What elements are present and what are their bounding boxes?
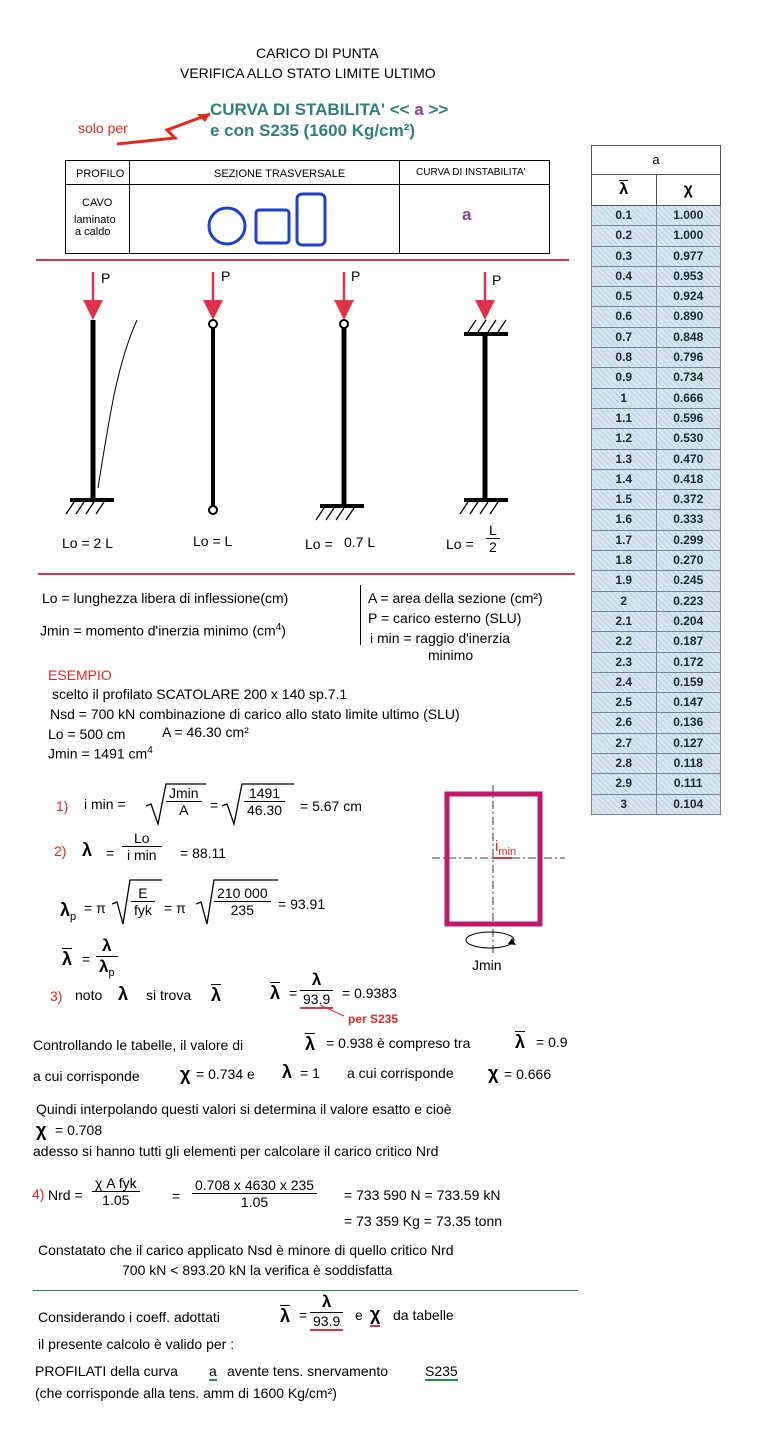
- chi-cell: 0.147: [673, 695, 704, 710]
- table-row: [591, 226, 721, 246]
- profile-a-caldo: a caldo: [75, 226, 111, 238]
- profile-laminato: laminato: [74, 214, 116, 226]
- step3-eq-lhs: λ: [270, 983, 281, 1003]
- chi-cell: 1.000: [673, 228, 704, 243]
- lambda-chi-table-body: [591, 206, 721, 815]
- lo-label-1: Lo = 2 L: [62, 535, 113, 551]
- lambda-bar-frac-num: λ: [96, 936, 118, 957]
- step3-number: 3): [50, 988, 63, 1004]
- section-imin-sub: min: [498, 846, 517, 859]
- table-row: [591, 673, 721, 693]
- validity-line1-a: Considerando i coeff. adottati: [38, 1309, 220, 1325]
- profile-table-header-profilo: PROFILO: [76, 168, 125, 180]
- step3-lambda-bar: λ: [211, 985, 222, 1005]
- validity-frac: [310, 1292, 343, 1331]
- chi-cell: 0.953: [673, 268, 704, 283]
- check-lambda-3: λ: [282, 1062, 293, 1082]
- chi-cell: 0.977: [673, 248, 704, 263]
- lambda-p-frac2-den: 235: [230, 902, 254, 918]
- lambda-cell: 0.9: [592, 368, 657, 387]
- table-row: [591, 328, 721, 348]
- chi-cell: 0.848: [673, 329, 704, 344]
- lo-label-4-fraction: [486, 522, 500, 555]
- lambda-cell: 2.3: [592, 653, 657, 672]
- example-heading: ESEMPIO: [48, 667, 112, 683]
- check-chi-1: χ: [180, 1064, 191, 1084]
- chi-cell: 0.223: [673, 593, 704, 608]
- table-row: [591, 307, 721, 327]
- check-line2-a: a cui corrisponde: [33, 1068, 140, 1084]
- example-jmin-exp: 4: [147, 745, 153, 756]
- load-p-4: P: [492, 272, 502, 288]
- chi-cell: 0.418: [673, 471, 704, 486]
- lambda-cell: 2: [592, 592, 657, 611]
- lightning-arrow-icon: [115, 108, 215, 148]
- table-row: [591, 409, 721, 429]
- chi-column-header: χ: [683, 181, 693, 198]
- step4-frac1-den: 1.05: [102, 1192, 130, 1208]
- profile-cavo: CAVO: [82, 197, 113, 209]
- lambda-cell: 2.1: [592, 612, 657, 631]
- check-line1-a: Controllando le tabelle, il valore di: [33, 1037, 244, 1053]
- check-line2-f: a cui corrisponde: [347, 1065, 454, 1081]
- lambda-p-frac1-den: fyk: [134, 902, 152, 918]
- legend-jmin: [40, 622, 286, 639]
- step3-eq: =: [289, 985, 298, 1001]
- lambda-cell: 0.2: [592, 226, 657, 245]
- lambda-cell: 0.6: [592, 307, 657, 326]
- lambda-p-eq1: = π: [84, 900, 106, 916]
- example-jmin: [48, 745, 153, 762]
- step4-result1: = 733 590 N = 733.59 kN: [344, 1187, 501, 1203]
- step1-label: i min =: [84, 796, 126, 812]
- chi-cell: 0.530: [673, 431, 704, 446]
- step3-frac-den: 93.9: [300, 991, 333, 1009]
- lambda-cell: 1.3: [592, 450, 657, 469]
- step3-noto: noto: [75, 987, 103, 1003]
- lambda-cell: 1.9: [592, 571, 657, 590]
- lo-label-4-num: L: [486, 522, 500, 539]
- profile-table: [65, 160, 550, 254]
- example-line2: Nsd = 700 kN combinazione di carico allo stato limite ultimo (SLU): [50, 706, 460, 722]
- legend-imin: i min = raggio d'inerzia: [370, 630, 511, 646]
- step3-si-trova: si trova: [146, 987, 192, 1003]
- step2-lambda: λ: [82, 840, 93, 860]
- table-row: [591, 713, 721, 733]
- lo-label-3b: 0.7 L: [344, 534, 376, 550]
- hollow-sections-icon: [206, 191, 331, 251]
- step1-eq: =: [210, 797, 219, 813]
- step1-frac1: [166, 785, 202, 818]
- table-row: [591, 612, 721, 632]
- profile-table-header-sezione: SEZIONE TRASVERSALE: [214, 168, 346, 180]
- step3-result: = 0.9383: [342, 985, 397, 1001]
- lambda-cell: 2.9: [592, 774, 657, 793]
- check-lambda-1: λ: [305, 1034, 316, 1054]
- validity-line4: (che corrisponde alla tens. amm di 1600 Kg/cm²): [35, 1385, 337, 1401]
- step4-lhs: Nrd =: [48, 1187, 83, 1203]
- chi-cell: 0.372: [673, 492, 704, 507]
- step1-frac1-num: Jmin: [166, 785, 202, 802]
- profile-curve-letter: a: [462, 205, 472, 224]
- lambda-bar-lhs: λ: [62, 949, 73, 969]
- load-p-1: P: [101, 270, 111, 286]
- lambda-cell: 0.7: [592, 328, 657, 347]
- lambda-cell: 0.3: [592, 247, 657, 266]
- step4-frac1-num: χ A fyk: [92, 1175, 140, 1192]
- lambda-p-frac2-num: 210 000: [214, 885, 271, 902]
- table-row: [591, 206, 721, 226]
- chi-cell: 0.118: [673, 756, 703, 771]
- table-row: [591, 551, 721, 571]
- lambda-cell: 1.6: [592, 510, 657, 529]
- step3-lambda: λ: [118, 984, 129, 1004]
- load-p-2: P: [221, 268, 231, 284]
- lambda-cell: 2.7: [592, 734, 657, 753]
- table-row: [591, 632, 721, 652]
- step2-frac-den: i min: [127, 847, 157, 863]
- chi-cell: 0.159: [673, 674, 704, 689]
- validity-tabelle: da tabelle: [393, 1307, 454, 1323]
- validity-line3-c: avente tens. snervamento: [227, 1363, 389, 1379]
- lambda-cell: 1: [592, 389, 657, 408]
- step2-result: = 88.11: [180, 845, 227, 861]
- check-line3: Quindi interpolando questi valori si determina il valore esatto e cioè: [36, 1101, 452, 1117]
- step4-frac2-den: 1.05: [240, 1194, 269, 1210]
- step1-frac1-den: A: [179, 802, 189, 818]
- lambda-bar-eq: =: [82, 951, 91, 967]
- validity-line2: il presente calcolo è valido per :: [38, 1336, 235, 1352]
- step2-eq: =: [106, 845, 115, 861]
- validity-frac-num: λ: [310, 1292, 343, 1313]
- divider-top: [36, 259, 569, 261]
- check-chi-2: χ: [488, 1063, 499, 1083]
- legend-lo: Lo = lunghezza libera di inflessione(cm): [42, 590, 289, 606]
- table-row: [591, 287, 721, 307]
- chi-cell: 0.666: [673, 390, 704, 405]
- lambda-column-header-text: λ: [619, 181, 629, 198]
- legend-jmin-close: ): [281, 622, 286, 639]
- step4-number: 4): [32, 1186, 45, 1202]
- table-row: [591, 450, 721, 470]
- lo-label-2: Lo = L: [193, 533, 233, 549]
- profile-table-header-curva: CURVA DI INSTABILITA': [416, 167, 526, 178]
- check-line2-c: = 0.734 e: [196, 1066, 255, 1082]
- load-p-3: P: [351, 268, 361, 284]
- table-row: [591, 267, 721, 287]
- lambda-p-eq2: = π: [164, 900, 186, 916]
- lo-label-4a: Lo =: [446, 536, 474, 552]
- example-line1: scelto il profilato SCATOLARE 200 x 140 sp.7.1: [52, 686, 348, 702]
- table-row: [591, 693, 721, 713]
- step1-result: = 5.67 cm: [300, 798, 362, 814]
- chi-cell: 0.299: [673, 532, 704, 547]
- legend-separator: [360, 585, 361, 645]
- check-line2-h: = 0.666: [504, 1066, 552, 1082]
- table-row: [591, 247, 721, 267]
- step3-frac-num: λ: [300, 970, 333, 991]
- step2-frac-num: Lo: [122, 830, 162, 847]
- curve-note-line2: e con S235 (1600 Kg/cm²): [210, 121, 416, 140]
- chi-cell: 0.187: [673, 634, 704, 649]
- validity-lambda: λ: [280, 1306, 291, 1326]
- lambda-bar-frac-den-sym: λ: [99, 957, 109, 976]
- table-row: [591, 531, 721, 551]
- lambda-cell: 0.4: [592, 267, 657, 286]
- solo-per-label: solo per: [78, 120, 128, 136]
- lambda-cell: 2.5: [592, 693, 657, 712]
- chi-cell: 0.270: [673, 553, 704, 568]
- check-line1-e: = 0.9: [536, 1034, 568, 1050]
- chi-cell: 1.000: [673, 208, 704, 222]
- chi-cell: 0.470: [673, 451, 704, 466]
- title-line2: VERIFICA ALLO STATO LIMITE ULTIMO: [180, 65, 436, 81]
- section-imin: [495, 838, 516, 858]
- chi-cell: 0.796: [673, 350, 704, 365]
- legend-imin-2: minimo: [428, 647, 474, 663]
- validity-chi: χ: [370, 1304, 380, 1327]
- chi-cell: 0.172: [673, 654, 704, 669]
- validity-curve-a: a: [209, 1363, 217, 1379]
- chi-cell: 0.136: [673, 715, 704, 730]
- chi-cell: 0.734: [673, 370, 704, 385]
- section-jmin: Jmin: [472, 957, 502, 973]
- lambda-cell: 1.8: [592, 551, 657, 570]
- lambda-cell: 3: [592, 795, 657, 814]
- divider-legend: [38, 573, 575, 575]
- chi-cell: 0.127: [673, 735, 704, 750]
- check-line5: adesso si hanno tutti gli elementi per calcolare il carico critico Nrd: [33, 1143, 439, 1159]
- curve-note-line1-b: >>: [428, 100, 449, 119]
- lambda-cell: 1.5: [592, 490, 657, 509]
- chi-cell: 0.890: [673, 309, 704, 324]
- table-row: [591, 754, 721, 774]
- lambda-cell: 1.2: [592, 429, 657, 448]
- chi-cell: 0.596: [673, 410, 704, 425]
- table-row: [591, 470, 721, 490]
- step4-frac1: [92, 1175, 140, 1208]
- lambda-p-result: = 93.91: [278, 896, 326, 912]
- table-row: [591, 774, 721, 794]
- lambda-p-lhs: [60, 900, 76, 923]
- check-line4: = 0.708: [55, 1122, 103, 1138]
- curve-note-line1-a: CURVA DI STABILITA' <<: [210, 100, 410, 119]
- curve-note-letter: a: [414, 100, 424, 119]
- step3-note: per S235: [348, 1012, 399, 1026]
- lambda-cell: 2.2: [592, 632, 657, 651]
- chi-cell: 0.333: [673, 512, 704, 527]
- validity-e: e: [355, 1307, 363, 1323]
- lambda-p-frac2: [214, 885, 271, 918]
- check-line1: [33, 1037, 243, 1053]
- lambda-cell: 0.1: [592, 206, 657, 225]
- table-row: [591, 510, 721, 530]
- lambda-cell: 2.6: [592, 713, 657, 732]
- legend-jmin-text: Jmin = momento d'inerzia minimo (cm: [40, 622, 276, 639]
- step4-frac2: [192, 1177, 317, 1210]
- lambda-column-header: [592, 175, 657, 205]
- legend-a: A = area della sezione (cm²): [368, 590, 543, 606]
- lambda-cell: 0.8: [592, 348, 657, 367]
- conclusion-line1: Constatato che il carico applicato Nsd è minore di quello critico Nrd: [38, 1242, 454, 1258]
- note-pointer: [318, 1004, 348, 1018]
- validity-line3-a: PROFILATI della curva: [35, 1363, 178, 1379]
- lambda-p-frac1: [131, 885, 155, 918]
- columns-drawing: [0, 262, 580, 522]
- lambda-chi-table-title: a: [591, 145, 721, 175]
- step1-frac2-num: 1491: [244, 785, 285, 802]
- table-row: [591, 734, 721, 754]
- table-row: [591, 592, 721, 612]
- lambda-chi-table-header: [591, 175, 721, 206]
- conclusion-line2: 700 kN < 893.20 kN la verifica è soddisfatta: [122, 1262, 393, 1278]
- lambda-cell: 1.7: [592, 531, 657, 550]
- table-row: [591, 571, 721, 591]
- step1-number: 1): [56, 798, 69, 814]
- lambda-chi-table: [591, 145, 721, 815]
- step4-result2: = 73 359 Kg = 73.35 tonn: [344, 1213, 503, 1229]
- curve-note-line1: [210, 100, 448, 120]
- divider-bottom: [33, 1290, 578, 1291]
- lambda-bar-frac-den-sub: p: [108, 966, 115, 979]
- lambda-cell: 1.1: [592, 409, 657, 428]
- check-lambda-2: λ: [515, 1032, 526, 1052]
- lambda-bar-frac: [96, 936, 118, 979]
- table-row: [591, 348, 721, 368]
- step2-frac: [122, 830, 162, 863]
- table-row: [591, 389, 721, 409]
- legend-p: P = carico esterno (SLU): [368, 610, 522, 626]
- lambda-p-sub: p: [70, 911, 77, 924]
- section-imin-i: i: [495, 838, 499, 855]
- table-row: [591, 490, 721, 510]
- legend-jmin-exp: 4: [275, 622, 282, 633]
- lo-label-4-den: 2: [489, 539, 497, 555]
- lambda-cell: 0.5: [592, 287, 657, 306]
- table-row: [591, 368, 721, 388]
- example-jmin-text: Jmin = 1491 cm: [48, 745, 148, 762]
- table-row: [591, 653, 721, 673]
- check-chi-3: χ: [36, 1120, 47, 1140]
- check-line2-e: = 1: [300, 1065, 320, 1081]
- table-row: [591, 795, 721, 815]
- step4-eq: =: [172, 1188, 181, 1204]
- chi-cell: 0.111: [673, 776, 703, 791]
- step1-frac2: [244, 785, 285, 818]
- validity-frac-den: 93.9: [310, 1313, 343, 1331]
- step2-number: 2): [54, 843, 67, 859]
- lambda-p-symbol: λ: [60, 900, 71, 920]
- table-row: [591, 429, 721, 449]
- title-line1: CARICO DI PUNTA: [256, 45, 379, 61]
- example-area: A = 46.30 cm²: [162, 724, 249, 740]
- check-line1-c: = 0.938 è compreso tra: [326, 1035, 471, 1051]
- validity-eq: =: [299, 1307, 308, 1323]
- lambda-cell: 2.8: [592, 754, 657, 773]
- lo-label-3a: Lo =: [305, 536, 333, 552]
- lambda-p-frac1-num: E: [131, 885, 155, 902]
- chi-cell: 0.245: [673, 573, 704, 588]
- chi-cell: 0.104: [673, 796, 704, 811]
- example-lo: Lo = 500 cm: [48, 726, 126, 742]
- validity-s235: S235: [425, 1363, 458, 1379]
- chi-cell: 0.204: [673, 613, 704, 628]
- step1-frac2-den: 46.30: [247, 802, 283, 818]
- lambda-cell: 1.4: [592, 470, 657, 489]
- chi-cell: 0.924: [673, 289, 704, 304]
- lambda-bar-frac-den: [96, 957, 118, 979]
- box-section-figure: [430, 780, 580, 960]
- step4-frac2-num: 0.708 x 4630 x 235: [192, 1177, 317, 1194]
- lambda-cell: 2.4: [592, 673, 657, 692]
